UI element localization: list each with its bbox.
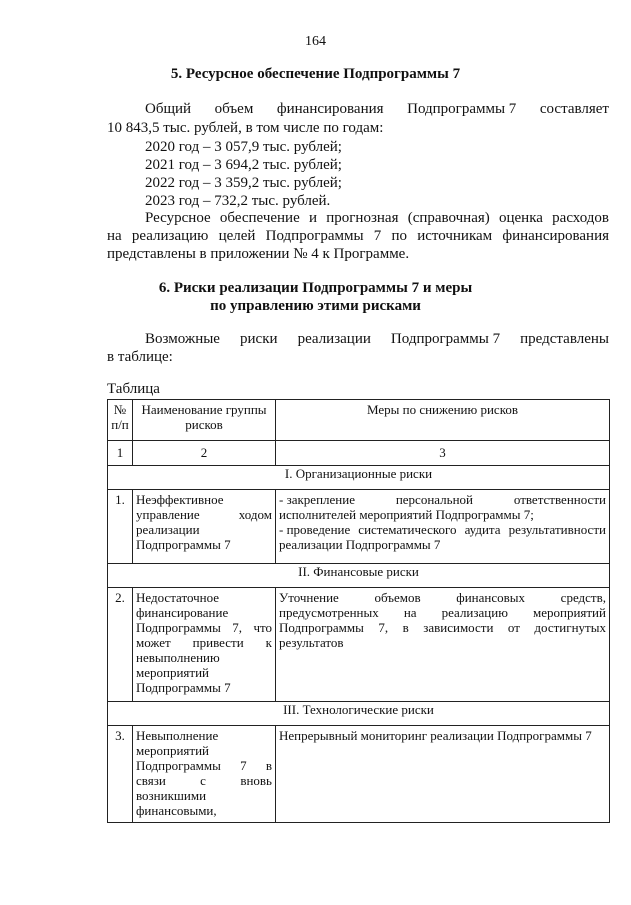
justified-line: Уточнение объемов финансовых средств, xyxy=(279,590,606,605)
section-5-paragraph2-line2: на реализацию целей Подпрограммы 7 по источникам финансирования xyxy=(107,228,609,244)
risk-measures: Непрерывный мониторинг реализации Подпрограммы 7 xyxy=(276,726,610,823)
table-header-row xyxy=(108,400,610,441)
table-row xyxy=(108,588,610,702)
risk-name: Неэффективное управление ходом реализации Подпрограммы 7 xyxy=(133,490,276,564)
justified-line: связи с вновь xyxy=(136,773,272,788)
row-num: 1. xyxy=(108,490,133,564)
justified-line: - закрепление персональной ответственности xyxy=(279,492,606,507)
group-title: III. Технологические риски xyxy=(108,702,610,726)
section-5-paragraph-line1 xyxy=(145,101,609,118)
risk-name: Невыполнение мероприятий Подпрограммы 7 в связи с вновь возникшими финансовыми, xyxy=(133,726,276,823)
justified-line: управление ходом xyxy=(136,507,272,522)
year-line: 2020 год – 3 057,9 тыс. рублей; xyxy=(145,139,342,155)
page-number: 164 xyxy=(305,34,326,49)
section-6-paragraph-line2: в таблице: xyxy=(107,349,173,365)
table-caption: Таблица xyxy=(107,381,160,397)
header-risk-group: Наименование группы рисков xyxy=(133,400,276,441)
word: финансирования xyxy=(276,101,384,117)
word: риски xyxy=(240,331,278,347)
justified-line: может привести к xyxy=(136,635,272,650)
justified-line: Подпрограммы 7, что xyxy=(136,620,272,635)
group-row-financial xyxy=(108,564,610,588)
table-row xyxy=(108,490,610,564)
index-cell: 3 xyxy=(276,441,610,466)
section-6-title-line2: по управлению этими рисками xyxy=(210,298,421,314)
word: составляет xyxy=(539,101,609,117)
justified-line: - проведение систематического аудита результативности xyxy=(279,522,606,537)
word: Подпрограммы 7 xyxy=(390,331,501,347)
year-line: 2022 год – 3 359,2 тыс. рублей; xyxy=(145,175,342,191)
group-title: I. Организационные риски xyxy=(108,466,610,490)
year-line: 2021 год – 3 694,2 тыс. рублей; xyxy=(145,157,342,173)
header-num: № п/п xyxy=(108,400,133,441)
risks-table xyxy=(107,399,610,823)
section-5-paragraph2-line1: Ресурсное обеспечение и прогнозная (справочная) оценка расходов xyxy=(145,210,609,226)
group-row-technological xyxy=(108,702,610,726)
risk-measures: - закрепление персональной ответственности исполнителей мероприятий Подпрограммы 7; - проведение систематического аудита результативности реализации Подпрограммы 7 xyxy=(276,490,610,564)
word: Подпрограммы 7 xyxy=(407,101,517,117)
word: представлены xyxy=(520,331,609,347)
section-6-title-line1: 6. Риски реализации Подпрограммы 7 и меры xyxy=(158,280,473,296)
justified-line: предусмотренных на реализацию мероприятий xyxy=(279,605,606,620)
word: объем xyxy=(214,101,254,117)
section-5-paragraph-line2: 10 843,5 тыс. рублей, в том числе по годам: xyxy=(107,120,384,136)
index-cell: 1 xyxy=(108,441,133,466)
table-index-row xyxy=(108,441,610,466)
section-6-paragraph-line1 xyxy=(145,331,609,348)
risk-measures: Уточнение объемов финансовых средств, предусмотренных на реализацию мероприятий Подпрограммы 7, в зависимости от достигнутых результатов xyxy=(276,588,610,702)
risk-name: Недостаточное финансирование Подпрограммы 7, что может привести к невыполнению мероприятий Подпрограммы 7 xyxy=(133,588,276,702)
word: реализации xyxy=(297,331,371,347)
group-title: II. Финансовые риски xyxy=(108,564,610,588)
row-num: 2. xyxy=(108,588,133,702)
section-5-paragraph2-line3: представлены в приложении № 4 к Программе. xyxy=(107,246,410,262)
header-measures: Меры по снижению рисков xyxy=(276,400,610,441)
index-cell: 2 xyxy=(133,441,276,466)
row-num: 3. xyxy=(108,726,133,823)
section-5-title: 5. Ресурсное обеспечение Подпрограммы 7 xyxy=(170,66,461,82)
justified-line: Подпрограммы 7, в зависимости от достигнутых xyxy=(279,620,606,635)
year-line: 2023 год – 732,2 тыс. рублей. xyxy=(145,193,331,209)
word: Общий xyxy=(145,101,192,117)
justified-line: Подпрограммы 7 в xyxy=(136,758,272,773)
word: Возможные xyxy=(145,331,220,347)
group-row-organizational xyxy=(108,466,610,490)
table-row xyxy=(108,726,610,823)
